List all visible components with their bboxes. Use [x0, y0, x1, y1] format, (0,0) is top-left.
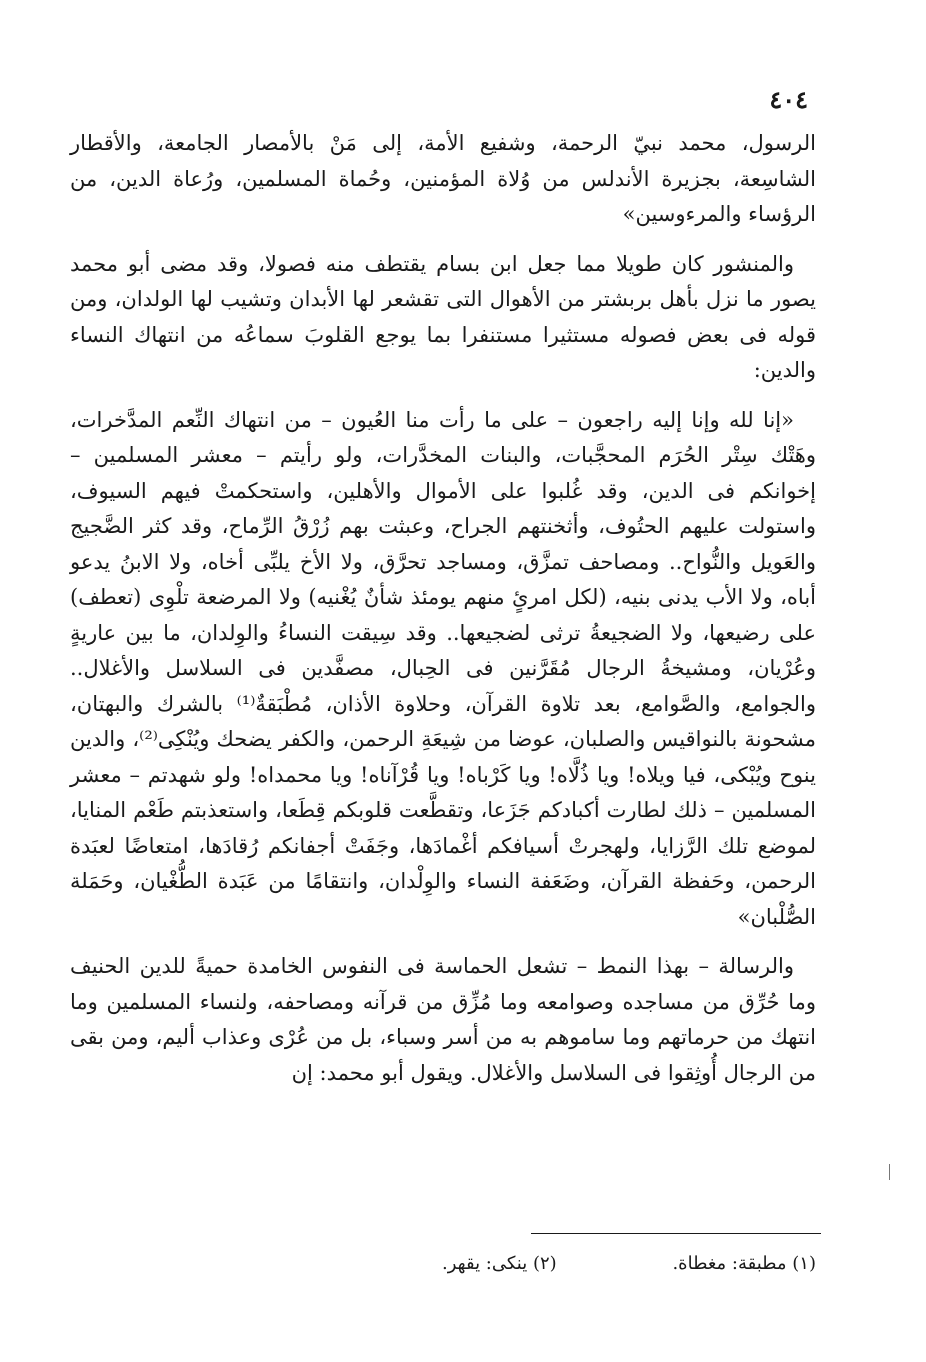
footnote-divider: [531, 1233, 821, 1234]
footnote-2: (٢) ينكى: يقهر.: [442, 1253, 557, 1274]
paragraph-quotation: «إنا لله وإنا إليه راجعون – على ما رأت منا العُيون – من انتهاك النِّعم المدَّخرات، وهَتْك سِتْر الحُرَم المحجَّبات، والبنات المخدَّرات، ولو رأيتم – معشر المسلمين – إخوانكم فى الدين، وقد غُلبوا على الأموال والأهلين، واستحكمتْ فيهم السيوف، واستولت عليهم الحتُوف، وأثخنتهم الجراح، وعبثت بهم زُرْقُ الرِّماح، وقد كثر الضَّجيج والعَويل والنُّواح.. ومصاحف تمزَّق، ومساجد تحرَّق، ولا الأخ يلبِّى أخاه، ولا الابنُ يدعو أباه، ولا الأب يدنى بنيه، (لكل امرئٍ منهم يومئذ شأنٌ يُغْنيه) ولا المرضعة تلْوِى (تعطف) على رضيعها، ولا الضجيعةُ ترثى لضجيعها.. وقد سِيقت النساءُ والوِلدان، ما بين عاريةٍ وعُرْيان، ومشيخةُ الرجال مُقَرَّنين فى الحِبال، مصفَّدين فى السلاسل والأغلال.. والجوامع، والصَّوامع، بعد تلاوة القرآن، وحلاوة الأذان، مُطْبَقةٌ⁽¹⁾ بالشرك والبهتان، مشحونة بالنواقيس والصلبان، عوضا من شِيعَةِ الرحمن، والكفر يضحك ويُنْكِى⁽²⁾، والدين ينوح ويُبْكى، فيا ويلاه! ويا ذُلَّاه! ويا كَرْباه! ويا قُرْآناه! ويا محمداه! ولو شهدتم – معشر المسلمين – ذلك لطارت أكبادكم جَزَعا، وتقطَّعت قلوبكم قِطَعا، واستعذبتم طَعْم المنايا، لموضع تلك الرَّزايا، ولهجرتْ أسيافكم أغْمادَها، وجَفَتْ أجفانكم رُقادَها، امتعاضًا لعبَدة الرحمن، وحَفظة القرآن، وضَعَفة النساء والوِلْدان، وانتقامًا من عَبَدة الطُّغْيان، وحَمَلة الصُّلْبان»: [70, 407, 817, 929]
page-number: ٤٠٤: [769, 85, 808, 114]
footnotes: [256, 1250, 816, 1278]
paragraph-letter-ending: الرسول، محمد نبيّ الرحمة، وشفيع الأمة، إلى مَنْ بالأمصار الجامعة، والأقطار الشاسِعة، بجزيرة الأندلس من وُلاة المؤمنين، وحُماة المسلمين، ورُعاة الدين، من الرؤساء والمرءوسين»: [70, 131, 816, 226]
body-text: [70, 126, 816, 1091]
paragraph-risala-commentary: والرسالة – بهذا النمط – تشعل الحماسة فى النفوس الخامدة حميةً للدين الحنيف وما حُرِّق من مساجده وصوامعه وما مُزِّق من قرآنه ومصاحفه، ولنساء المسلمين وما انتهك من حرماتهم وما ساموهم به من أسر وسباء، بل من عُرْى وعذاب أليم، ومن بقى من الرجال أُوثِقوا فى السلاسل والأغلال. ويقول أبو محمد: إن: [70, 954, 816, 1085]
paragraph-manshur-intro: والمنشور كان طويلا مما جعل ابن بسام يقتطف منه فصولا، وقد مضى أبو محمد يصور ما نزل بأهل بربشتر من الأهوال التى تقشعر لها الأبدان وتشيب لها الولدان، ومن قوله فى بعض فصوله مستثيرا مستنفرا بما يوجع القلوبَ سماعُه من انتهاك النساء والدين:: [70, 251, 816, 382]
footnote-1: (١) مطبقة: مغطاة.: [672, 1253, 816, 1274]
margin-mark: [886, 1164, 890, 1180]
